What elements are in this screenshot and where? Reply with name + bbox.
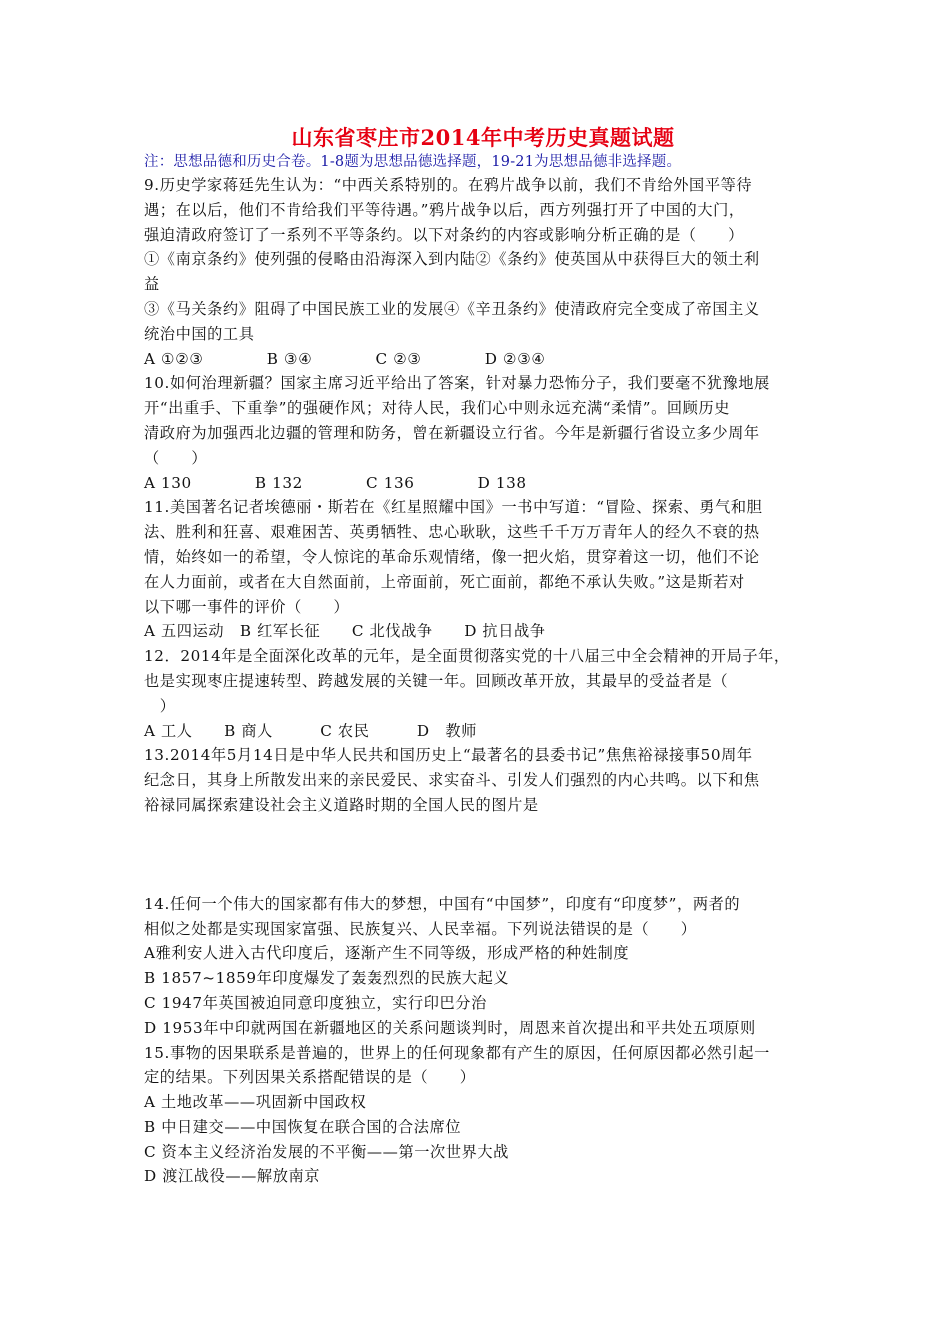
- text-line: 强迫清政府签订了一系列不平等条约。以下对条约的内容或影响分析正确的是（ ）: [144, 225, 744, 244]
- text-line: A 工人 B 商人 C 农民 D 教师: [144, 721, 477, 740]
- text-line: C 资本主义经济治发展的不平衡——第一次世界大战: [144, 1142, 509, 1161]
- text-line: 在人力面前，或者在大自然面前，上帝面前，死亡面前，都绝不承认失败。”这是斯若对: [144, 572, 745, 591]
- text-line: B 1857~1859年印度爆发了轰轰烈烈的民族大起义: [144, 969, 510, 988]
- document-page: [144, 124, 814, 1189]
- text-line: 开“出重手、下重拳”的强硬作风；对待人民，我们心中则永远充满“柔情”。回顾历史: [144, 399, 731, 418]
- text-line: （ ）: [144, 448, 208, 467]
- text-line: D 渡江战役——解放南京: [144, 1167, 321, 1186]
- text-line: 清政府为加强西北边疆的管理和防务，曾在新疆设立行省。今年是新疆行省设立多少周年: [144, 423, 760, 442]
- text-line: B 中日建交——中国恢复在联合国的合法席位: [144, 1117, 462, 1136]
- missing-images-area: [144, 818, 814, 892]
- text-line: 统治中国的工具: [144, 324, 255, 343]
- text-line: 15.事物的因果联系是普遍的，世界上的任何现象都有产生的原因，任何原因都必然引起一: [144, 1043, 770, 1062]
- text-line: 定的结果。下列因果关系搭配错误的是（ ）: [144, 1068, 476, 1087]
- text-line: 13.2014年5月14日是中华人民共和国历史上“最著名的县委书记”焦焦裕禄接事50周年: [144, 746, 753, 765]
- text-line: A 五四运动 B 红军长征 C 北伐战争 D 抗日战争: [144, 622, 546, 641]
- text-line: A ①②③ B ③④ C ②③ D ②③④: [144, 349, 546, 368]
- text-line: A雅利安人进入古代印度后，逐渐产生不同等级，形成严格的种姓制度: [144, 944, 630, 963]
- text-line: A 土地改革——巩固新中国政权: [144, 1093, 367, 1112]
- text-line: 以下哪一事件的评价（ ）: [144, 597, 350, 616]
- text-line: 12．2014年是全面深化改革的元年，是全面贯彻落实党的十八届三中全会精神的开局子年，: [144, 647, 790, 666]
- text-line: 法、胜利和狂喜、艰难困苦、英勇牺牲、忠心耿耿，这些千千万万青年人的经久不衰的热: [144, 523, 760, 542]
- questions-14-to-15: [144, 892, 814, 1190]
- questions-9-to-13: [144, 173, 814, 818]
- document-title: 山东省枣庄市2014年中考历史真题试题: [291, 125, 675, 150]
- text-line: ①《南京条约》使列强的侵略由沿海深入到内陆②《条约》使英国从中获得巨大的领土利: [144, 250, 760, 269]
- text-line: 11.美国著名记者埃德丽・斯若在《红星照耀中国》一书中写道：“冒险、探索、勇气和胆: [144, 498, 763, 517]
- text-line: D 1953年中印就两国在新疆地区的关系问题谈判时，周恩来首次提出和平共处五项原则: [144, 1018, 756, 1037]
- text-line: 裕禄同属探索建设社会主义道路时期的全国人民的图片是: [144, 795, 539, 814]
- text-line: 也是实现枣庄提速转型、跨越发展的关键一年。回顾改革开放，其最早的受益者是（: [144, 671, 729, 690]
- text-line: 10.如何治理新疆？国家主席习近平给出了答案，针对暴力恐怖分子，我们要毫不犹豫地展: [144, 374, 770, 393]
- text-line: ）: [144, 696, 176, 715]
- text-line: 情，始终如一的希望，令人惊诧的革命乐观情绪，像一把火焰，贯穿着这一切，他们不论: [144, 547, 760, 566]
- text-line: 相似之处都是实现国家富强、民族复兴、人民幸福。下列说法错误的是（ ）: [144, 919, 697, 938]
- text-line: A 130 B 132 C 136 D 138: [144, 473, 527, 492]
- text-line: 14.任何一个伟大的国家都有伟大的梦想，中国有“中国梦”，印度有“印度梦”，两者的: [144, 894, 741, 913]
- text-line: 益: [144, 275, 160, 294]
- text-line: 9.历史学家蒋廷先生认为：“中西关系特别的。在鸦片战争以前，我们不肯给外国平等待: [144, 176, 753, 194]
- exam-note: 注：思想品德和历史合卷。1-8题为思想品德选择题，19-21为思想品德非选择题。: [144, 154, 682, 170]
- text-line: C 1947年英国被迫同意印度独立，实行印巴分治: [144, 993, 487, 1012]
- text-line: 遇；在以后，他们不肯给我们平等待遇。”鸦片战争以后，西方列强打开了中国的大门，: [144, 200, 745, 219]
- text-line: 纪念日，其身上所散发出来的亲民爱民、求实奋斗、引发人们强烈的内心共鸣。以下和焦: [144, 771, 760, 790]
- text-line: ③《马关条约》阻碍了中国民族工业的发展④《辛丑条约》使清政府完全变成了帝国主义: [144, 299, 760, 318]
